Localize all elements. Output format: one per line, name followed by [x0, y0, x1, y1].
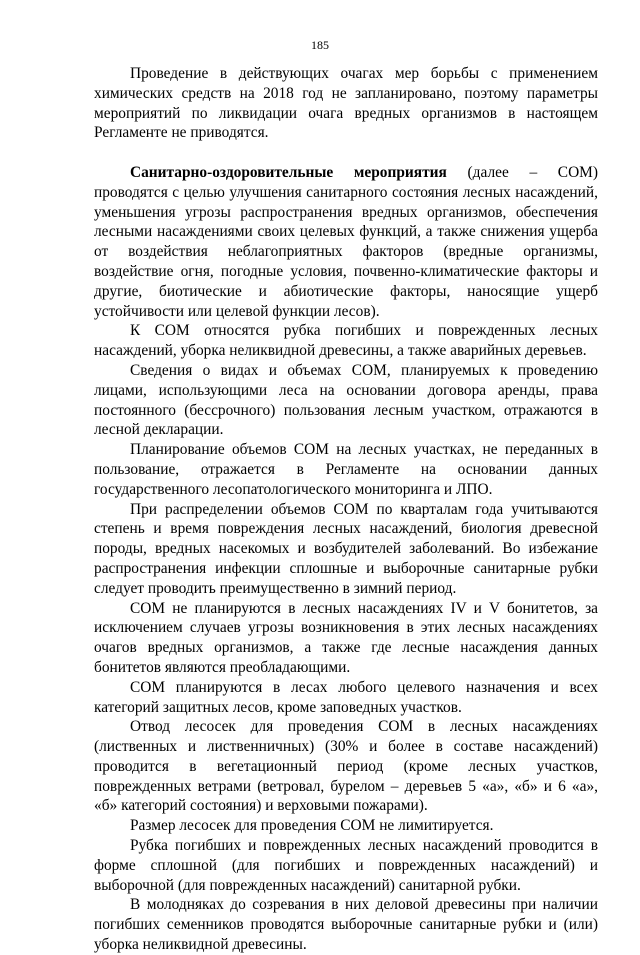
- paragraph-felling-form: Рубка погибших и поврежденных лесных насаждений проводится в форме сплошной (для погибших и поврежденных насаждений) и выборочной (для поврежденных насаждений) санитарной рубки.: [94, 837, 598, 894]
- paragraph-young-stands: В молодняках до созревания в них деловой древесины при наличии погибших семенников проводятся выборочные санитарные рубки и (или) уборка неликвидной древесины.: [94, 896, 598, 954]
- page-number: 185: [311, 38, 329, 52]
- paragraph-cutting-area-size: Размер лесосек для проведения СОМ не лимитируется.: [130, 817, 494, 835]
- paragraph-allotment: Отвод лесосек для проведения СОМ в лесных насаждениях (лиственных и лиственничных) (30% и более в составе насаждений) проводится в вегетационный период (кроме лесных участков, поврежденных ветрами (ветровал, бурелом – деревьев 5 «а», «б» и 6 «а», «б» категорий состояния) и верховыми пожарами).: [94, 718, 598, 815]
- som-term: Санитарно-оздоровительные мероприятия: [130, 163, 447, 181]
- paragraph-bonitet: СОМ не планируются в лесных насаждениях IV и V бонитетов, за исключением случаев угрозы возникновения в этих лесных насаждениях очагов вредных организмов, а также где лесные насаждения данных бонитетов являются преобладающими.: [94, 599, 598, 676]
- paragraph-forest-categories: СОМ планируются в лесах любого целевого назначения и всех категорий защитных лесов, кроме заповедных участков.: [94, 678, 598, 716]
- paragraph-chemical-control: Проведение в действующих очагах мер борьбы с применением химических средств на 2018 год не запланировано, поэтому параметры мероприятий по ликвидации очага вредных организмов в настоящем Регламенте не приводятся.: [94, 65, 598, 142]
- som-definition-text: (далее – СОМ) проводятся с целью улучшения санитарного состояния лесных насаждений, уменьшения угрозы распространения вредных организмов, обеспечения лесными насаждениями своих целевых функций, а также снижения ущерба от воздействия неблагоприятных факторов (вредные организмы, воздействие огня, погодные условия, почвенно-климатические факторы и другие, биотические и абиотические факторы, наносящие ущерб устойчивости или целевой функции лесов).: [94, 163, 598, 320]
- paragraph-som-definition: [94, 163, 598, 321]
- paragraph-som-composition: К СОМ относятся рубка погибших и поврежденных лесных насаждений, уборка неликвидной древесины, а также аварийных деревьев.: [94, 322, 598, 360]
- document-body: [94, 64, 598, 955]
- paragraph-distribution: При распределении объемов СОМ по кварталам года учитываются степень и время повреждения лесных насаждений, биология древесной породы, вредных насекомых и возбудителей заболеваний. Во избежание распространения инфекции сплошные и выборочные санитарные рубки следует проводить преимущественно в зимний период.: [94, 500, 598, 597]
- paragraph-forest-declaration: Сведения о видах и объемах СОМ, планируемых к проведению лицами, использующими леса на основании договора аренды, права постоянного (бессрочного) пользования лесным участком, отражаются в лесной декларации.: [94, 361, 598, 439]
- paragraph-planning: Планирование объемов СОМ на лесных участках, не переданных в пользование, отражается в Регламенте на основании данных государственного лесопатологического мониторинга и ЛПО.: [94, 441, 598, 498]
